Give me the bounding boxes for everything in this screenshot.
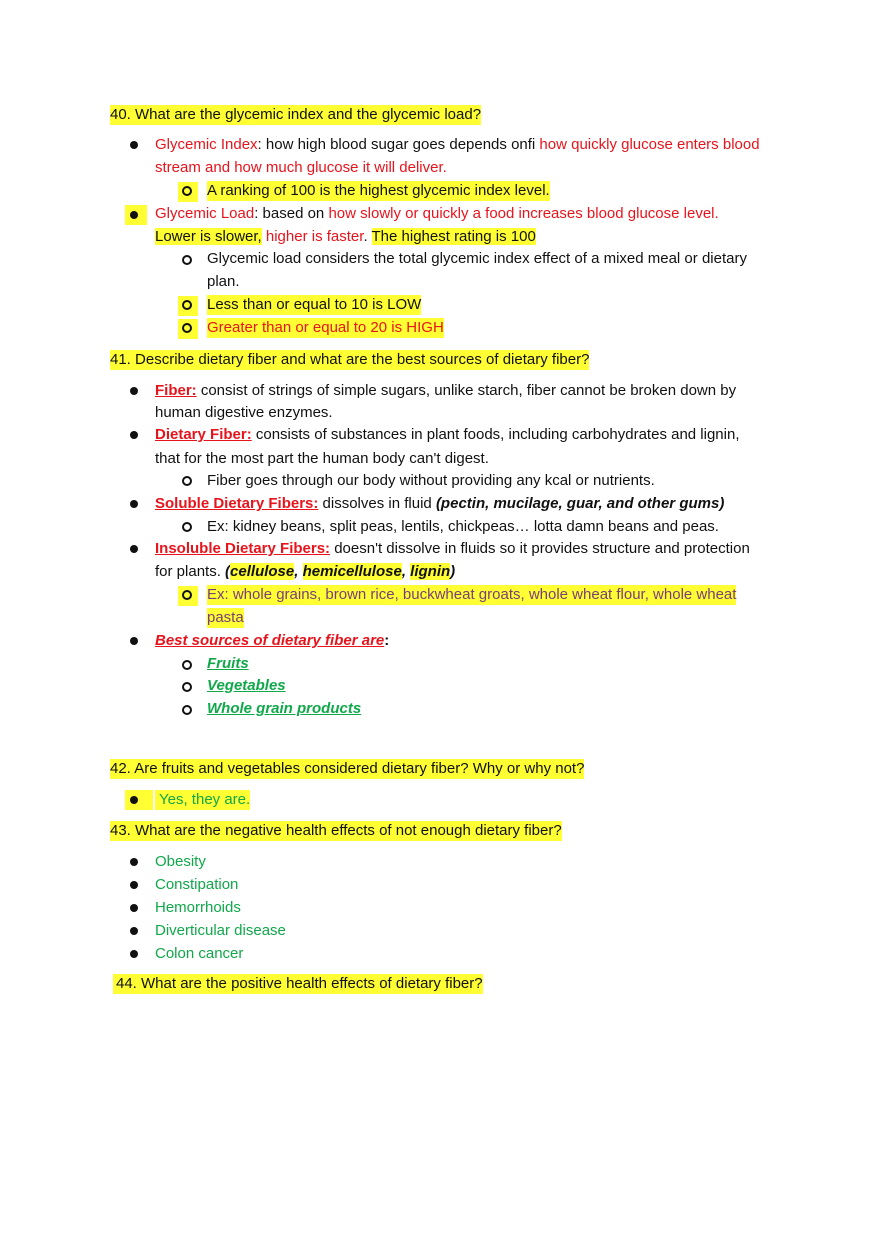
glycemic-index-highlight-text: how quickly glucose enters blood: [539, 136, 760, 153]
glycemic-load-sub-1-cont: plan.: [207, 273, 240, 290]
glycemic-load-line-2: [155, 227, 536, 247]
negative-effect-diverticular: Diverticular disease: [155, 922, 286, 939]
insoluble-fiber-sub-1-cont: pasta: [207, 609, 244, 626]
glycemic-load-lower: Lower is slower,: [155, 228, 262, 245]
best-source-whole-grains: Whole grain products: [207, 700, 362, 717]
soluble-fiber-examples: (pectin, mucilage, guar, and other gums): [435, 495, 725, 512]
sub-bullet: [182, 522, 192, 532]
glycemic-index-text: : how high blood sugar goes depends onﬁ: [257, 136, 540, 153]
sub-bullet: [182, 705, 192, 715]
bullet: [130, 545, 138, 553]
glycemic-load-higher: higher is faster: [261, 228, 364, 245]
negative-effect-constipation: Constipation: [155, 876, 239, 893]
sub-bullet: [182, 660, 192, 670]
dietary-fiber-text: consists of substances in plant foods, including carbohydrates and lignin,: [251, 426, 740, 443]
best-sources-line: [155, 631, 389, 651]
glycemic-load-rating: The highest rating is 100: [371, 228, 536, 245]
insoluble-fiber-text: doesn't dissolve in fluids so it provides structure and protection: [330, 540, 750, 557]
sub-bullet: [182, 255, 192, 265]
soluble-fiber-text: dissolves in fluid: [318, 495, 436, 512]
bullet: [130, 881, 138, 889]
insoluble-fiber-line-2: [155, 562, 455, 582]
glycemic-load-sub-3: Greater than or equal to 20 is HIGH: [207, 319, 444, 336]
glycemic-index-line: [155, 135, 760, 155]
soluble-fiber-term: Soluble Dietary Fibers:: [155, 495, 319, 512]
fiber-term: Fiber:: [155, 382, 197, 399]
bullet: [130, 637, 138, 645]
dietary-fiber-sub-1: Fiber goes through our body without providing any kcal or nutrients.: [207, 472, 655, 489]
insoluble-fiber-term: Insoluble Dietary Fibers:: [155, 540, 331, 557]
glycemic-load-sub-2: Less than or equal to 10 is LOW: [207, 296, 422, 313]
insoluble-fiber-line: [155, 539, 750, 559]
fiber-text: consist of strings of simple sugars, unlike starch, fiber cannot be broken down by: [196, 382, 737, 399]
bullet: [130, 796, 138, 804]
question-44: 44. What are the positive health effects of dietary fiber?: [113, 974, 483, 994]
bullet: [130, 927, 138, 935]
bullet: [130, 858, 138, 866]
glycemic-load-period: .: [363, 228, 372, 245]
sub-bullet: [182, 590, 192, 600]
insoluble-paren-open: (: [225, 563, 231, 580]
question-40: 40. What are the glycemic index and the glycemic load?: [110, 106, 482, 123]
glycemic-index-term: Glycemic Index: [155, 136, 258, 153]
question-43: 43. What are the negative health effects of not enough dietary fiber?: [110, 822, 562, 839]
glycemic-load-line: [155, 204, 719, 224]
negative-effect-obesity: Obesity: [155, 853, 206, 870]
best-sources-term: Best sources of dietary fiber are: [155, 632, 385, 649]
bullet: [130, 500, 138, 508]
bullet: [130, 211, 138, 219]
question-42: 42. Are fruits and vegetables considered dietary fiber? Why or why not?: [110, 760, 585, 777]
soluble-fiber-line: [155, 494, 724, 514]
dietary-fiber-term: Dietary Fiber:: [155, 426, 252, 443]
dietary-fiber-line: [155, 425, 740, 445]
soluble-fiber-sub-1: Ex: kidney beans, split peas, lentils, chickpeas… lotta damn beans and peas.: [207, 518, 719, 535]
insoluble-comma-1: ,: [294, 563, 303, 580]
insoluble-fiber-sub-1: Ex: whole grains, brown rice, buckwheat groats, whole wheat flour, whole wheat: [207, 586, 737, 603]
glycemic-load-sub-1: Glycemic load considers the total glycemic index effect of a mixed meal or dietary: [207, 250, 747, 267]
question-42-answer: Yes, they are.: [155, 790, 250, 810]
sub-bullet: [182, 323, 192, 333]
insoluble-fiber-text-2: for plants.: [155, 563, 226, 580]
glycemic-load-text: : based on: [254, 205, 329, 222]
best-source-vegetables: Vegetables: [207, 677, 286, 694]
bullet: [130, 904, 138, 912]
glycemic-index-line-2: stream and how much glucose it will deliver.: [155, 159, 447, 176]
glycemic-load-term: Glycemic Load: [155, 205, 255, 222]
sub-bullet: [182, 682, 192, 692]
insoluble-paren-close: ): [450, 563, 456, 580]
bullet: [130, 141, 138, 149]
dietary-fiber-line-2: that for the most part the human body can't digest.: [155, 450, 489, 467]
glycemic-load-red-text: how slowly or quickly a food increases blood glucose level.: [328, 205, 719, 222]
negative-effect-hemorrhoids: Hemorrhoids: [155, 899, 241, 916]
insoluble-item-lignin: lignin: [410, 563, 451, 580]
bullet: [130, 950, 138, 958]
sub-bullet: [182, 300, 192, 310]
best-source-fruits: Fruits: [207, 655, 249, 672]
bullet: [130, 387, 138, 395]
sub-bullet: [182, 186, 192, 196]
fiber-line: [155, 381, 736, 401]
question-41: 41. Describe dietary fiber and what are the best sources of dietary fiber?: [110, 351, 590, 368]
fiber-line-2: human digestive enzymes.: [155, 404, 333, 421]
negative-effect-colon-cancer: Colon cancer: [155, 945, 244, 962]
bullet: [130, 431, 138, 439]
best-sources-colon: :: [384, 632, 390, 649]
insoluble-item-hemicellulose: hemicellulose: [302, 563, 402, 580]
insoluble-comma-2: ,: [401, 563, 411, 580]
sub-bullet: [182, 476, 192, 486]
glycemic-index-sub-1: A ranking of 100 is the highest glycemic index level.: [207, 182, 550, 199]
insoluble-item-cellulose: cellulose: [230, 563, 295, 580]
